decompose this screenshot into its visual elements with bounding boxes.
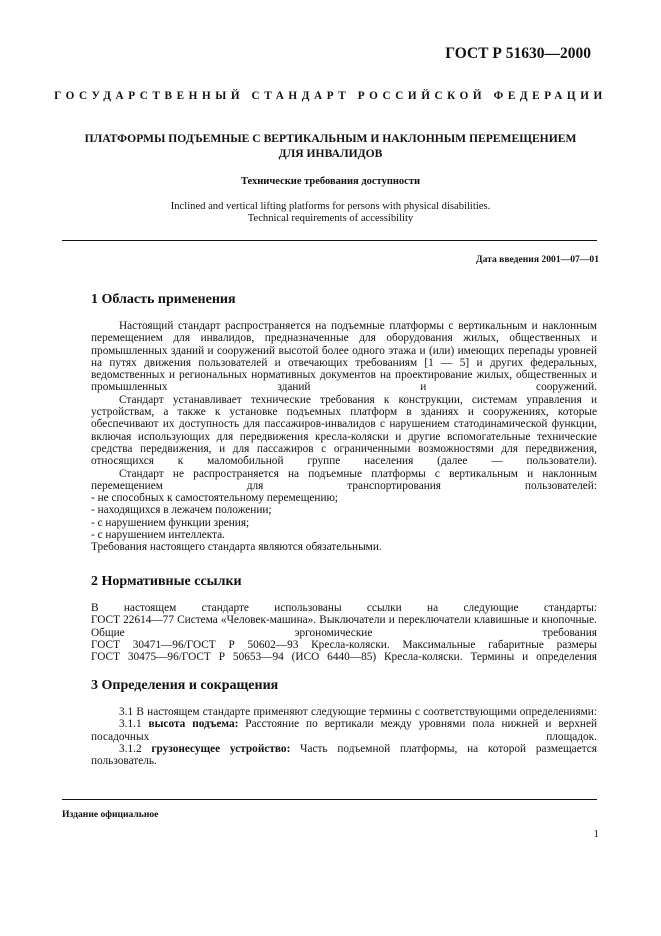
section-1-heading: 1 Область применения [91, 292, 236, 307]
reference-item: ГОСТ 30475—96/ГОСТ Р 50653—94 (ИСО 6440—85) Кресла-коляски. Термины и определения [91, 651, 597, 664]
intro-date: Дата введения 2001—07—01 [476, 254, 599, 265]
definition-item [91, 718, 597, 743]
section-1-paragraph-3: Стандарт не распространяется на подъемные платформы с вертикальным и наклонным перемещением для транспортирования пользователей: [91, 467, 597, 492]
agency-heading: ГОСУДАРСТВЕННЫЙ СТАНДАРТ РОССИЙСКОЙ ФЕДЕРАЦИИ [54, 90, 607, 102]
title-line-2: ДЛЯ ИНВАЛИДОВ [278, 147, 383, 160]
definition-text: Часть подъемной платформы, на которой размещается пользователь. [91, 742, 597, 768]
list-item: - не способных к самостоятельному перемещению; [91, 492, 339, 505]
english-title-line-2: Technical requirements of accessibility [247, 213, 414, 224]
english-title [0, 201, 661, 225]
reference-item: ГОСТ 22614—77 Система «Человек-машина». Выключатели и переключатели клавишные и кнопочные. Общие эргономические требования [91, 614, 597, 639]
list-item: - находящихся в лежачем положении; [91, 504, 272, 517]
section-2-heading: 2 Нормативные ссылки [91, 574, 242, 589]
section-1-paragraph-4: Требования настоящего стандарта являются обязательными. [91, 541, 382, 554]
definition-text: Расстояние по вертикали между уровнями пола нижней и верхней посадочных площадок. [91, 718, 597, 743]
footer-rule [62, 799, 597, 800]
reference-item: ГОСТ 30471—96/ГОСТ Р 50602—93 Кресла-коляски. Максимальные габаритные размеры [91, 638, 597, 651]
definition-item [91, 743, 597, 768]
edition-note: Издание официальное [62, 809, 159, 820]
title-line-1: ПЛАТФОРМЫ ПОДЪЕМНЫЕ С ВЕРТИКАЛЬНЫМ И НАКЛОННЫМ ПЕРЕМЕЩЕНИЕМ [84, 132, 577, 145]
definition-number: 3.1.2 [119, 742, 142, 755]
list-item: - с нарушением интеллекта. [91, 529, 226, 542]
section-1-paragraph-1: Настоящий стандарт распространяется на подъемные платформы с вертикальным и наклонным перемещением для инвалидов, предназначенные для оборудования жилых, общественных и промышленных зданий и сооружений высотой более одного этажа и (или) имеющих перепады уровней на путях движения пользователей и отвечающих требованиям [1 — 5] и других федеральных, ведомственных и региональных нормативных документов на проектирование жилых, общественных и промышленных зданий и сооружений. [91, 320, 597, 394]
section-3-heading: 3 Определения и сокращения [91, 678, 279, 693]
document-title [60, 131, 601, 161]
definition-term: грузонесущее устройство: [151, 742, 291, 755]
section-2-body [91, 602, 597, 663]
document-subtitle: Технические требования доступности [240, 176, 421, 187]
section-1-paragraph-2: Стандарт устанавливает технические требования к конструкции, системам управления и устройствам, а также к установке подъемных платформ в зданиях и сооружениях, которые обеспечивают их доступность для пассажиров-инвалидов с нарушением статодинамической функции, включая использующих для передвижения кресла-коляски и другие вспомогательные технические средства передвижения, и для пассажиров с ограниченными возможностями для передвижения, относящихся к маломобильной группе населения (далее — пользователи). [91, 393, 597, 468]
list-item: - с нарушением функции зрения; [91, 516, 250, 529]
header-rule [62, 240, 597, 241]
standard-code: ГОСТ Р 51630—2000 [445, 45, 591, 62]
definitions-intro: 3.1 В настоящем стандарте применяют следующие термины с соответствующими определениями: [119, 706, 597, 718]
references-intro: В настоящем стандарте использованы ссылки на следующие стандарты: [91, 602, 597, 614]
english-title-line-1: Inclined and vertical lifting platforms for persons with physical disabilities. [170, 201, 491, 212]
section-1-body [91, 320, 597, 554]
page-number: 1 [593, 828, 599, 840]
definition-number: 3.1.1 [119, 718, 142, 731]
section-3-body [91, 706, 597, 767]
definition-term: высота подъема: [148, 718, 239, 731]
